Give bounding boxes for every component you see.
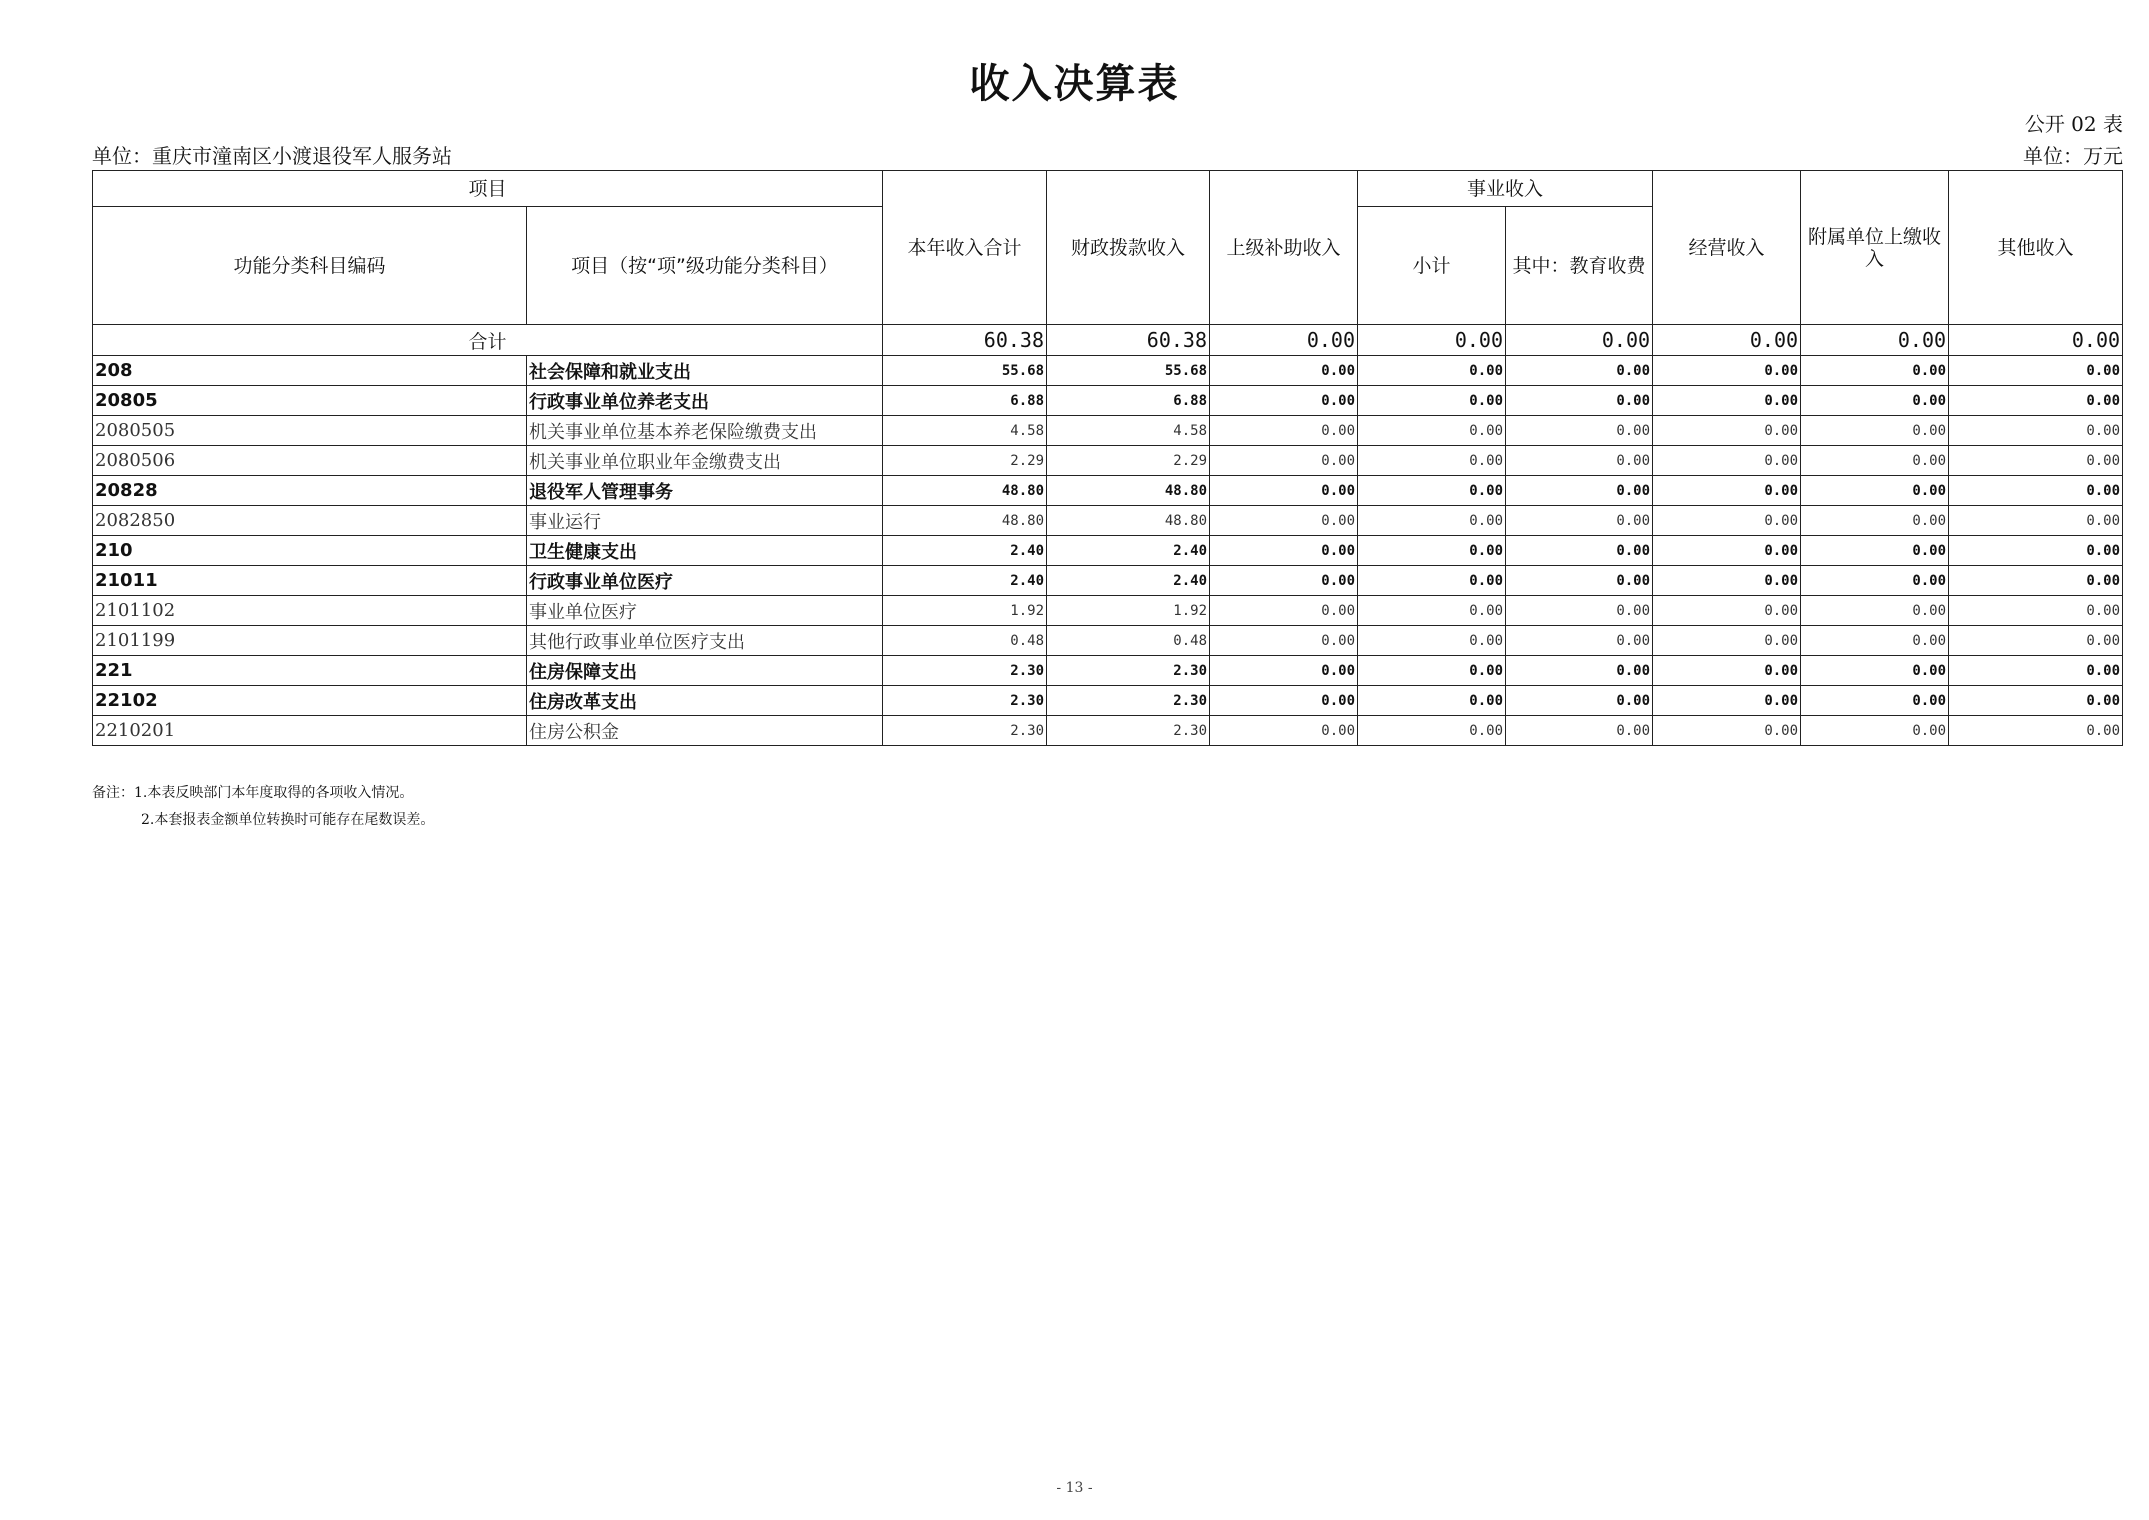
row-value: 0.00 bbox=[1506, 626, 1653, 656]
row-value: 1.92 bbox=[883, 596, 1047, 626]
table-row bbox=[93, 596, 2123, 626]
table-row bbox=[93, 716, 2123, 746]
row-value: 0.00 bbox=[1949, 476, 2123, 506]
row-value: 0.00 bbox=[1653, 596, 1801, 626]
row-item-name: 其他行政事业单位医疗支出 bbox=[527, 626, 883, 656]
row-value: 0.00 bbox=[1210, 476, 1358, 506]
total-label: 合计 bbox=[93, 325, 883, 356]
header-operating: 经营收入 bbox=[1653, 171, 1801, 325]
row-value: 0.00 bbox=[1949, 506, 2123, 536]
header-subtotal: 小计 bbox=[1358, 207, 1506, 325]
total-value: 0.00 bbox=[1949, 325, 2123, 356]
row-value: 0.00 bbox=[1358, 476, 1506, 506]
row-code: 21011 bbox=[93, 566, 527, 596]
row-item-name: 住房保障支出 bbox=[527, 656, 883, 686]
table-row bbox=[93, 476, 2123, 506]
row-value: 0.00 bbox=[1210, 506, 1358, 536]
row-value: 2.40 bbox=[883, 536, 1047, 566]
row-value: 0.48 bbox=[883, 626, 1047, 656]
row-value: 2.30 bbox=[1047, 686, 1210, 716]
row-value: 0.00 bbox=[1801, 626, 1949, 656]
row-value: 0.00 bbox=[1653, 716, 1801, 746]
row-value: 0.00 bbox=[1210, 536, 1358, 566]
row-value: 2.40 bbox=[883, 566, 1047, 596]
table-row bbox=[93, 566, 2123, 596]
header-project: 项目 bbox=[93, 171, 883, 207]
header-fiscal: 财政拨款收入 bbox=[1047, 171, 1210, 325]
row-value: 55.68 bbox=[1047, 356, 1210, 386]
row-value: 0.00 bbox=[1358, 716, 1506, 746]
table-row bbox=[93, 686, 2123, 716]
row-value: 0.00 bbox=[1506, 656, 1653, 686]
row-value: 0.00 bbox=[1801, 356, 1949, 386]
row-value: 0.00 bbox=[1653, 416, 1801, 446]
row-code: 210 bbox=[93, 536, 527, 566]
row-value: 0.00 bbox=[1653, 626, 1801, 656]
row-value: 0.00 bbox=[1210, 566, 1358, 596]
row-value: 0.00 bbox=[1949, 686, 2123, 716]
row-value: 0.00 bbox=[1506, 386, 1653, 416]
header-superior: 上级补助收入 bbox=[1210, 171, 1358, 325]
row-value: 0.00 bbox=[1949, 446, 2123, 476]
table-row bbox=[93, 506, 2123, 536]
row-value: 0.00 bbox=[1801, 416, 1949, 446]
row-code: 208 bbox=[93, 356, 527, 386]
table-row bbox=[93, 416, 2123, 446]
header-code: 功能分类科目编码 bbox=[93, 207, 527, 325]
row-value: 0.00 bbox=[1210, 386, 1358, 416]
row-value: 0.00 bbox=[1801, 566, 1949, 596]
row-code: 2101199 bbox=[93, 626, 527, 656]
row-value: 0.00 bbox=[1653, 446, 1801, 476]
row-value: 0.00 bbox=[1506, 596, 1653, 626]
total-row bbox=[93, 325, 2123, 356]
row-value: 2.30 bbox=[1047, 716, 1210, 746]
row-item-name: 事业单位医疗 bbox=[527, 596, 883, 626]
row-value: 0.00 bbox=[1210, 656, 1358, 686]
row-item-name: 机关事业单位基本养老保险缴费支出 bbox=[527, 416, 883, 446]
row-value: 0.00 bbox=[1653, 536, 1801, 566]
row-value: 48.80 bbox=[883, 476, 1047, 506]
row-value: 1.92 bbox=[1047, 596, 1210, 626]
row-value: 0.00 bbox=[1949, 656, 2123, 686]
row-value: 6.88 bbox=[883, 386, 1047, 416]
table-row bbox=[93, 386, 2123, 416]
header-item: 项目（按“项”级功能分类科目） bbox=[527, 207, 883, 325]
row-value: 4.58 bbox=[1047, 416, 1210, 446]
row-value: 0.00 bbox=[1358, 686, 1506, 716]
row-value: 0.00 bbox=[1210, 686, 1358, 716]
row-value: 0.00 bbox=[1506, 446, 1653, 476]
row-value: 0.00 bbox=[1801, 506, 1949, 536]
row-item-name: 住房改革支出 bbox=[527, 686, 883, 716]
row-value: 48.80 bbox=[1047, 506, 1210, 536]
row-value: 0.00 bbox=[1210, 356, 1358, 386]
row-value: 0.00 bbox=[1358, 536, 1506, 566]
row-value: 4.58 bbox=[883, 416, 1047, 446]
row-value: 0.00 bbox=[1358, 566, 1506, 596]
row-code: 2101102 bbox=[93, 596, 527, 626]
row-value: 0.00 bbox=[1653, 386, 1801, 416]
row-value: 0.00 bbox=[1210, 626, 1358, 656]
row-item-name: 事业运行 bbox=[527, 506, 883, 536]
row-code: 221 bbox=[93, 656, 527, 686]
row-value: 0.00 bbox=[1653, 356, 1801, 386]
row-value: 2.30 bbox=[883, 686, 1047, 716]
row-value: 0.00 bbox=[1949, 386, 2123, 416]
row-value: 2.30 bbox=[1047, 656, 1210, 686]
page-number: - 13 - bbox=[1056, 1480, 1093, 1496]
table-row bbox=[93, 536, 2123, 566]
row-value: 2.29 bbox=[1047, 446, 1210, 476]
row-value: 0.00 bbox=[1506, 416, 1653, 446]
row-item-name: 社会保障和就业支出 bbox=[527, 356, 883, 386]
row-value: 2.40 bbox=[1047, 536, 1210, 566]
header-other: 其他收入 bbox=[1949, 171, 2123, 325]
row-value: 0.00 bbox=[1949, 596, 2123, 626]
row-value: 0.00 bbox=[1949, 716, 2123, 746]
row-value: 0.00 bbox=[1949, 536, 2123, 566]
total-value: 0.00 bbox=[1801, 325, 1949, 356]
row-value: 0.00 bbox=[1358, 656, 1506, 686]
row-code: 20805 bbox=[93, 386, 527, 416]
row-value: 0.00 bbox=[1358, 506, 1506, 536]
footnotes bbox=[92, 780, 434, 834]
row-value: 2.29 bbox=[883, 446, 1047, 476]
table-row bbox=[93, 446, 2123, 476]
row-value: 0.00 bbox=[1506, 686, 1653, 716]
row-code: 2080506 bbox=[93, 446, 527, 476]
row-code: 20828 bbox=[93, 476, 527, 506]
total-value: 0.00 bbox=[1506, 325, 1653, 356]
row-value: 48.80 bbox=[1047, 476, 1210, 506]
income-table bbox=[92, 170, 2123, 746]
row-value: 0.00 bbox=[1506, 536, 1653, 566]
row-value: 0.00 bbox=[1358, 596, 1506, 626]
row-value: 2.30 bbox=[883, 716, 1047, 746]
row-value: 0.00 bbox=[1801, 386, 1949, 416]
total-value: 60.38 bbox=[1047, 325, 1210, 356]
row-value: 0.00 bbox=[1210, 446, 1358, 476]
row-value: 0.00 bbox=[1210, 416, 1358, 446]
row-value: 0.00 bbox=[1653, 656, 1801, 686]
row-value: 0.00 bbox=[1506, 476, 1653, 506]
form-number: 公开 02 表 bbox=[2024, 112, 2123, 136]
row-item-name: 住房公积金 bbox=[527, 716, 883, 746]
header-education: 其中：教育收费 bbox=[1506, 207, 1653, 325]
table-row bbox=[93, 626, 2123, 656]
row-value: 0.00 bbox=[1801, 476, 1949, 506]
row-value: 2.40 bbox=[1047, 566, 1210, 596]
currency-unit: 单位：万元 bbox=[2023, 144, 2123, 168]
row-item-name: 机关事业单位职业年金缴费支出 bbox=[527, 446, 883, 476]
row-value: 0.00 bbox=[1210, 596, 1358, 626]
row-value: 0.00 bbox=[1801, 536, 1949, 566]
row-code: 2082850 bbox=[93, 506, 527, 536]
row-value: 0.00 bbox=[1653, 686, 1801, 716]
row-value: 0.00 bbox=[1801, 596, 1949, 626]
row-value: 0.00 bbox=[1506, 356, 1653, 386]
row-value: 0.00 bbox=[1506, 506, 1653, 536]
row-value: 0.00 bbox=[1358, 626, 1506, 656]
footnote-2: 2.本套报表金额单位转换时可能存在尾数误差。 bbox=[141, 812, 435, 828]
row-item-name: 退役军人管理事务 bbox=[527, 476, 883, 506]
row-code: 22102 bbox=[93, 686, 527, 716]
row-value: 0.00 bbox=[1949, 626, 2123, 656]
page-title: 收入决算表 bbox=[969, 61, 1180, 107]
row-value: 55.68 bbox=[883, 356, 1047, 386]
row-value: 0.48 bbox=[1047, 626, 1210, 656]
header-total-income: 本年收入合计 bbox=[883, 171, 1047, 325]
row-value: 0.00 bbox=[1801, 446, 1949, 476]
row-value: 0.00 bbox=[1949, 416, 2123, 446]
footnote-1: 备注：1.本表反映部门本年度取得的各项收入情况。 bbox=[92, 785, 414, 801]
row-value: 0.00 bbox=[1210, 716, 1358, 746]
table-row bbox=[93, 356, 2123, 386]
table-row bbox=[93, 656, 2123, 686]
row-item-name: 行政事业单位医疗 bbox=[527, 566, 883, 596]
row-item-name: 行政事业单位养老支出 bbox=[527, 386, 883, 416]
header-affiliated: 附属单位上缴收入 bbox=[1801, 171, 1949, 325]
row-value: 0.00 bbox=[1801, 686, 1949, 716]
header-business-income: 事业收入 bbox=[1358, 171, 1653, 207]
row-value: 0.00 bbox=[1949, 566, 2123, 596]
total-value: 60.38 bbox=[883, 325, 1047, 356]
row-value: 0.00 bbox=[1358, 356, 1506, 386]
organization-unit: 单位：重庆市潼南区小渡退役军人服务站 bbox=[92, 144, 452, 168]
total-value: 0.00 bbox=[1210, 325, 1358, 356]
total-value: 0.00 bbox=[1653, 325, 1801, 356]
row-value: 48.80 bbox=[883, 506, 1047, 536]
row-value: 0.00 bbox=[1506, 716, 1653, 746]
row-item-name: 卫生健康支出 bbox=[527, 536, 883, 566]
row-value: 2.30 bbox=[883, 656, 1047, 686]
row-value: 6.88 bbox=[1047, 386, 1210, 416]
row-code: 2210201 bbox=[93, 716, 527, 746]
row-value: 0.00 bbox=[1801, 656, 1949, 686]
row-value: 0.00 bbox=[1801, 716, 1949, 746]
row-value: 0.00 bbox=[1653, 476, 1801, 506]
total-value: 0.00 bbox=[1358, 325, 1506, 356]
row-value: 0.00 bbox=[1653, 566, 1801, 596]
row-value: 0.00 bbox=[1653, 506, 1801, 536]
row-value: 0.00 bbox=[1358, 416, 1506, 446]
row-value: 0.00 bbox=[1358, 386, 1506, 416]
row-value: 0.00 bbox=[1949, 356, 2123, 386]
row-value: 0.00 bbox=[1358, 446, 1506, 476]
row-code: 2080505 bbox=[93, 416, 527, 446]
row-value: 0.00 bbox=[1506, 566, 1653, 596]
